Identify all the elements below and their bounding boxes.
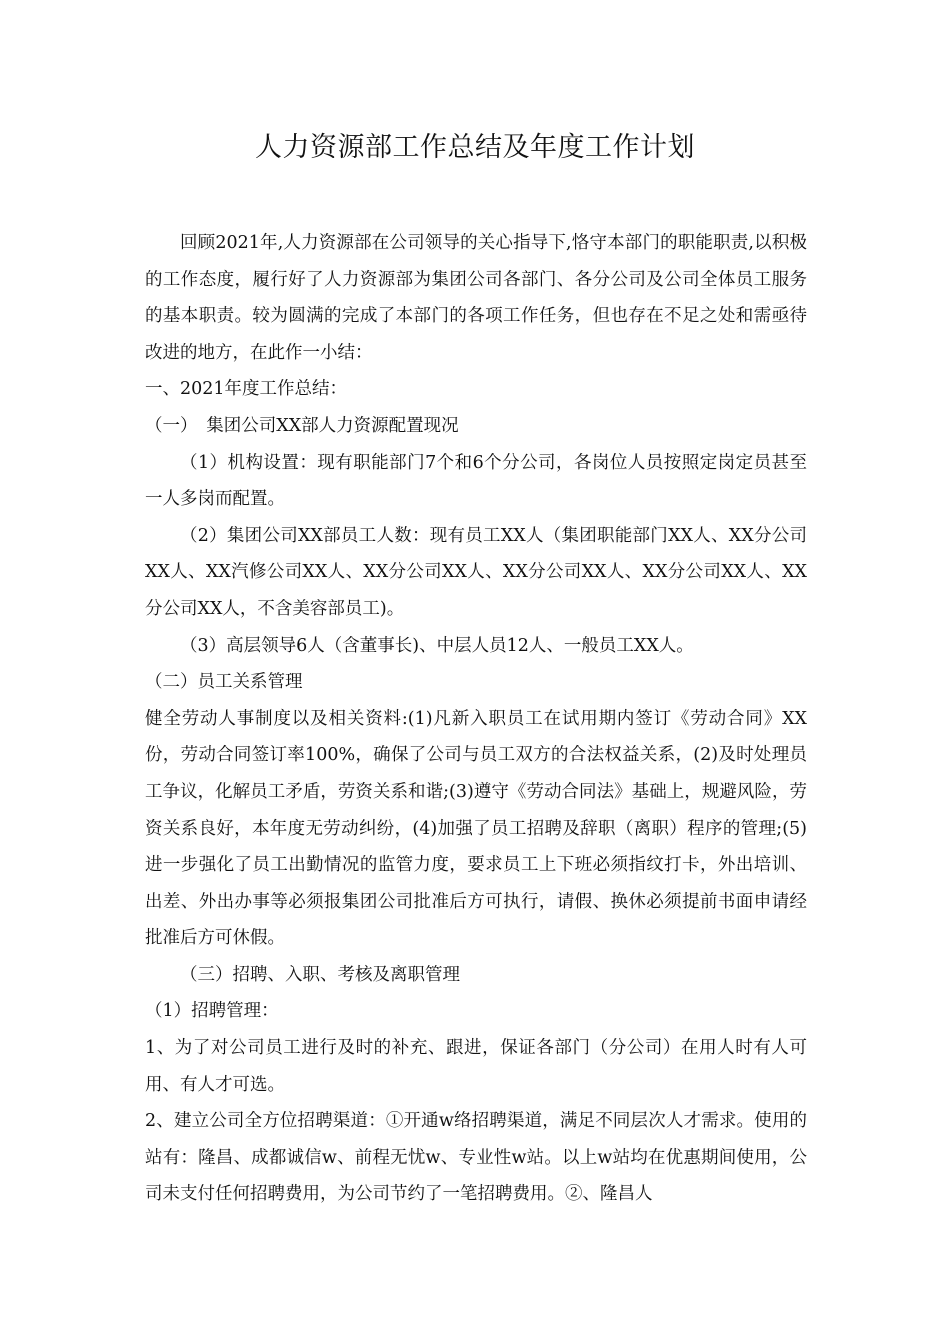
document-body xyxy=(145,225,807,1213)
paragraph-recruit-1: 1、为了对公司员工进行及时的补充、跟进，保证各部门（分公司）在用人时有人可用、有人才可选。 xyxy=(145,1038,807,1095)
subsection-heading-1: （一） 集团公司XX部人力资源配置现况 xyxy=(145,415,459,436)
section-heading-1: 一、2021年度工作总结： xyxy=(145,379,348,400)
paragraph-staff-levels: （3）高层领导6人（含董事长)、中层人员12人、一般员工XX人。 xyxy=(180,635,694,656)
paragraph-recruit-2: 2、建立公司全方位招聘渠道：①开通w络招聘渠道，满足不同层次人才需求。使用的站有：隆昌、成都诚信w、前程无忧w、专业性w站。以上w站均在优惠期间使用，公司未支付任何招聘费用，为公司节约了一笔招聘费用。②、隆昌人 xyxy=(145,1111,807,1205)
paragraph-staff-count: （2）集团公司XX部员工人数：现有员工XX人（集团职能部门XX人、XX分公司XX人、XX汽修公司XX人、XX分公司XX人、XX分公司XX人、XX分公司XX人、XX分公司XX人，不含美容部员工)。 xyxy=(145,525,807,619)
paragraph-org-setup: （1）机构设置：现有职能部门7个和6个分公司，各岗位人员按照定岗定员甚至一人多岗而配置。 xyxy=(145,452,807,510)
document-title: 人力资源部工作总结及年度工作计划 xyxy=(255,132,695,163)
subsection-heading-2: （二）员工关系管理 xyxy=(145,672,303,693)
subsection-heading-3: （三）招聘、入职、考核及离职管理 xyxy=(180,964,460,985)
paragraph-recruit-heading: （1）招聘管理： xyxy=(145,1001,279,1022)
paragraph-labor-relations: 健全劳动人事制度以及相关资料:(1)凡新入职员工在试用期内签订《劳动合同》XX份，劳动合同签订率100%，确保了公司与员工双方的合法权益关系，(2)及时处理员工争议，化解员工矛盾，劳资关系和谐;(3)遵守《劳动合同法》基础上，规避风险，劳资关系良好，本年度无劳动纠纷，(4)加强了员工招聘及辞职（离职）程序的管理;(5)进一步强化了员工出勤情况的监管力度，要求员工上下班必须指纹打卡，外出培训、出差、外出办事等必须报集团公司批准后方可执行，请假、换休必须提前书面申请经批准后方可休假。 xyxy=(145,708,807,949)
intro-paragraph: 回顾2021年,人力资源部在公司领导的关心指导下,恪守本部门的职能职责,以积极的工作态度，履行好了人力资源部为集团公司各部门、各分公司及公司全体员工服务的基本职责。较为圆满的完成了本部门的各项工作任务，但也存在不足之处和需亟待改进的地方，在此作一小结： xyxy=(145,233,807,363)
